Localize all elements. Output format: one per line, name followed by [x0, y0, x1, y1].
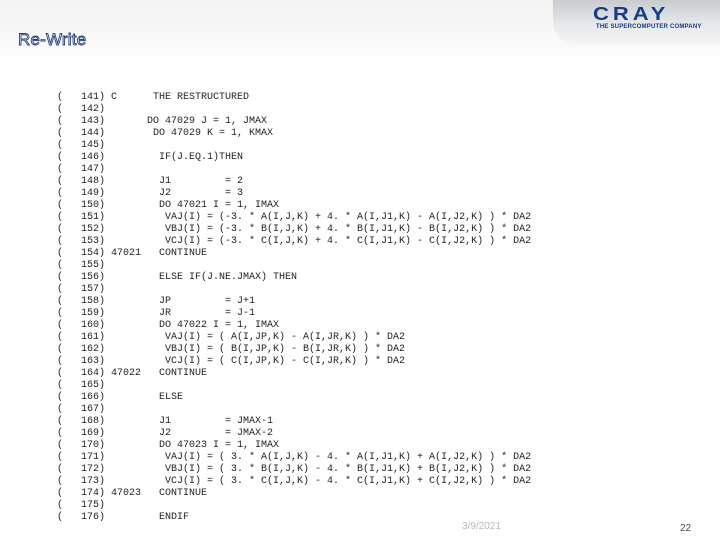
code-line: ( 152) VBJ(I) = (-3. * B(I,J,K) + 4. * B(I,J1,K) - B(I,J2,K) ) * DA2	[57, 224, 532, 235]
code-line: ( 146) IF(J.EQ.1)THEN	[57, 152, 244, 163]
slide-page-number: 22	[680, 523, 692, 534]
code-line: ( 162) VBJ(I) = ( B(I,JP,K) - B(I,JR,K) ) * DA2	[57, 344, 406, 355]
code-line: ( 171) VAJ(I) = ( 3. * A(I,J,K) - 4. * A(I,J1,K) + A(I,J2,K) ) * DA2	[57, 452, 532, 463]
code-line: ( 165)	[57, 380, 106, 391]
code-line: ( 170) DO 47023 I = 1, IMAX	[57, 440, 280, 451]
code-line: ( 156) ELSE IF(J.NE.JMAX) THEN	[57, 272, 298, 283]
slide-date: 3/9/2021	[462, 521, 501, 532]
code-line: ( 159) JR = J-1	[57, 308, 256, 319]
code-line: ( 168) J1 = JMAX-1	[57, 416, 274, 427]
code-line: ( 174) 47023 CONTINUE	[57, 488, 208, 499]
code-line: ( 173) VCJ(I) = ( 3. * C(I,J,K) - 4. * C(I,J1,K) + C(I,J2,K) ) * DA2	[57, 476, 532, 487]
code-line: ( 143) DO 47029 J = 1, JMAX	[57, 116, 268, 127]
code-line: ( 147)	[57, 164, 106, 175]
code-line: ( 154) 47021 CONTINUE	[57, 248, 208, 259]
code-line: ( 144) DO 47029 K = 1, KMAX	[57, 128, 274, 139]
code-line: ( 150) DO 47021 I = 1, IMAX	[57, 200, 280, 211]
logo-wordmark: CRAY	[593, 3, 670, 25]
code-listing	[57, 92, 697, 524]
code-line: ( 176) ENDIF	[57, 512, 190, 523]
code-line: ( 169) J2 = JMAX-2	[57, 428, 274, 439]
code-line: ( 153) VCJ(I) = (-3. * C(I,J,K) + 4. * C(I,J1,K) - C(I,J2,K) ) * DA2	[57, 236, 532, 247]
logo-tagline: THE SUPERCOMPUTER COMPANY	[596, 24, 702, 30]
code-line: ( 151) VAJ(I) = (-3. * A(I,J,K) + 4. * A(I,J1,K) - A(I,J2,K) ) * DA2	[57, 212, 532, 223]
code-line: ( 155)	[57, 260, 106, 271]
code-line: ( 149) J2 = 3	[57, 188, 244, 199]
code-line: ( 142)	[57, 104, 106, 115]
code-line: ( 166) ELSE	[57, 392, 184, 403]
code-line: ( 160) DO 47022 I = 1, IMAX	[57, 320, 280, 331]
code-line: ( 161) VAJ(I) = ( A(I,JP,K) - A(I,JR,K) ) * DA2	[57, 332, 406, 343]
code-line: ( 148) J1 = 2	[57, 176, 244, 187]
slide-title: Re-Write	[18, 30, 87, 49]
code-line: ( 158) JP = J+1	[57, 296, 256, 307]
code-line: ( 172) VBJ(I) = ( 3. * B(I,J,K) - 4. * B(I,J1,K) + B(I,J2,K) ) * DA2	[57, 464, 532, 475]
code-line: ( 175)	[57, 500, 106, 511]
cray-logo	[553, 0, 720, 44]
code-line: ( 167)	[57, 404, 106, 415]
code-line: ( 164) 47022 CONTINUE	[57, 368, 208, 379]
code-line: ( 141) C THE RESTRUCTURED	[57, 92, 250, 103]
code-line: ( 163) VCJ(I) = ( C(I,JP,K) - C(I,JR,K) ) * DA2	[57, 356, 406, 367]
code-line: ( 157)	[57, 284, 106, 295]
code-line: ( 145)	[57, 140, 106, 151]
